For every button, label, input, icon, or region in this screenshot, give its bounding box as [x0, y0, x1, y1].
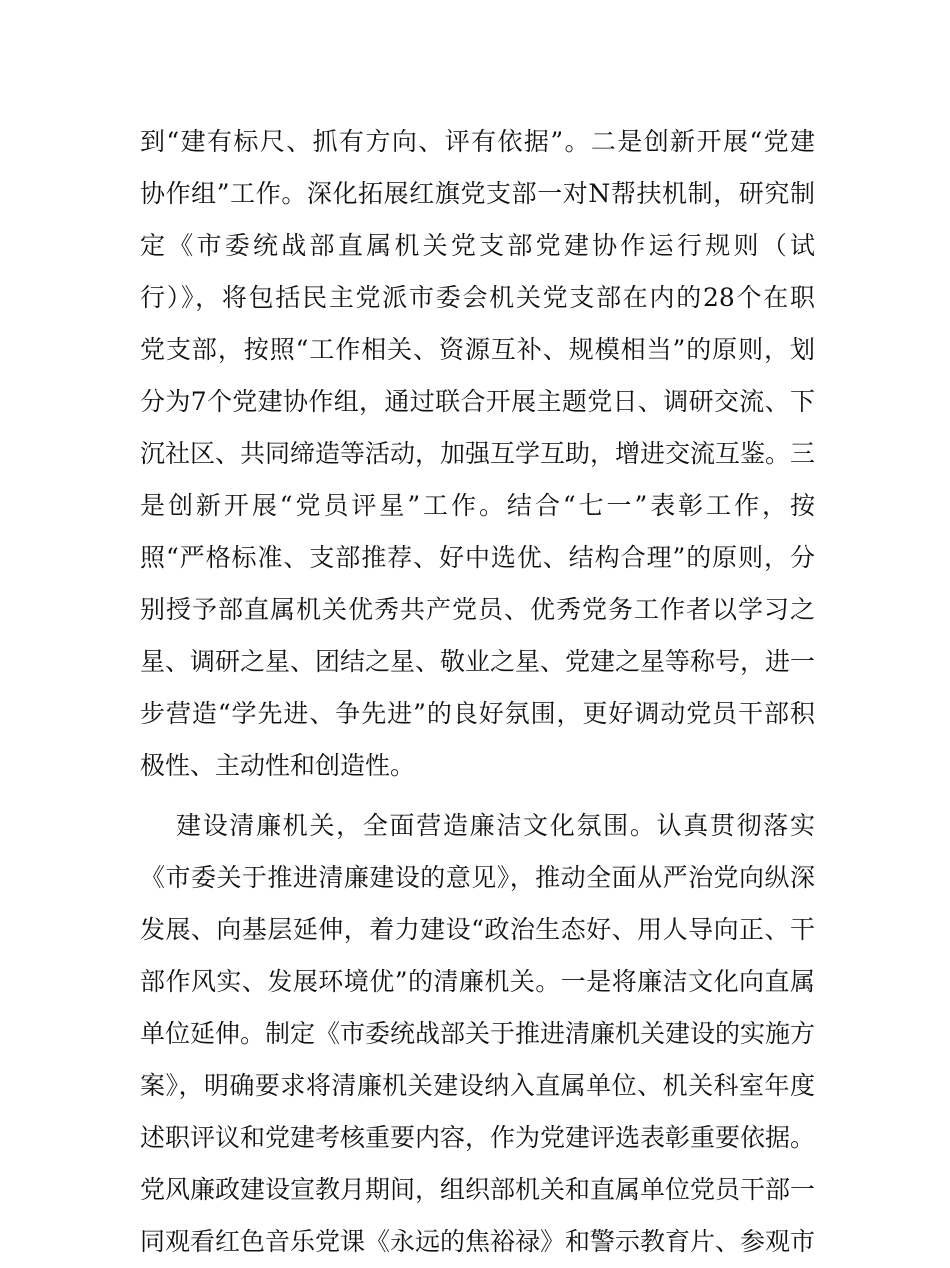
- text-line: 同观看红色音乐党课《永远的焦裕禄》和警示教育片、参观市: [140, 1227, 816, 1256]
- text-line: 沉社区、共同缔造等活动，加强互学互助，增进交流互鉴。三: [140, 439, 816, 468]
- text-line: 部作风实、发展环境优”的清廉机关。一是将廉洁文化向直属: [140, 967, 815, 996]
- text-line: 别授予部直属机关优秀共产党员、优秀党务工作者以学习之: [140, 595, 815, 624]
- text-line: 发展、向基层延伸，着力建设“政治生态好、用人导向正、干: [140, 915, 815, 944]
- text-line: 星、调研之星、团结之星、敬业之星、党建之星等称号，进一: [140, 647, 816, 676]
- text-line: 单位延伸。制定《市委统战部关于推进清廉机关建设的实施方: [140, 1019, 816, 1048]
- text-line: 党风廉政建设宣教月期间，组织部机关和直属单位党员干部一: [140, 1175, 816, 1204]
- text-line: 协作组”工作。深化拓展红旗党支部一对N帮扶机制，研究制: [140, 179, 815, 208]
- text-line: 案》，明确要求将清廉机关建设纳入直属单位、机关科室年度: [140, 1071, 815, 1100]
- text-line: 是创新开展“党员评星”工作。结合“七一”表彰工作，按: [140, 491, 815, 520]
- text-line: 到“建有标尺、抓有方向、评有依据”。二是创新开展“党建: [140, 127, 815, 156]
- text-line: 建设清廉机关，全面营造廉洁文化氛围。认真贯彻落实: [176, 811, 815, 840]
- text-line: 步营造“学先进、争先进”的良好氛围，更好调动党员干部积: [140, 699, 815, 728]
- text-line: 述职评议和党建考核重要内容，作为党建评选表彰重要依据。: [140, 1123, 816, 1152]
- text-line: 定《市委统战部直属机关党支部党建协作运行规则（试: [140, 231, 815, 260]
- text-line: 分为7个党建协作组，通过联合开展主题党日、调研交流、下: [140, 387, 815, 416]
- text-line: 极性、主动性和创造性。: [140, 751, 416, 780]
- text-line: 照“严格标准、支部推荐、好中选优、结构合理”的原则，分: [140, 543, 815, 572]
- text-line: 党支部，按照“工作相关、资源互补、规模相当”的原则，划: [140, 335, 815, 364]
- text-line: 《市委关于推进清廉建设的意见》，推动全面从严治党向纵深: [140, 863, 815, 892]
- text-line: 行）》，将包括民主党派市委会机关党支部在内的28个在职: [140, 283, 815, 312]
